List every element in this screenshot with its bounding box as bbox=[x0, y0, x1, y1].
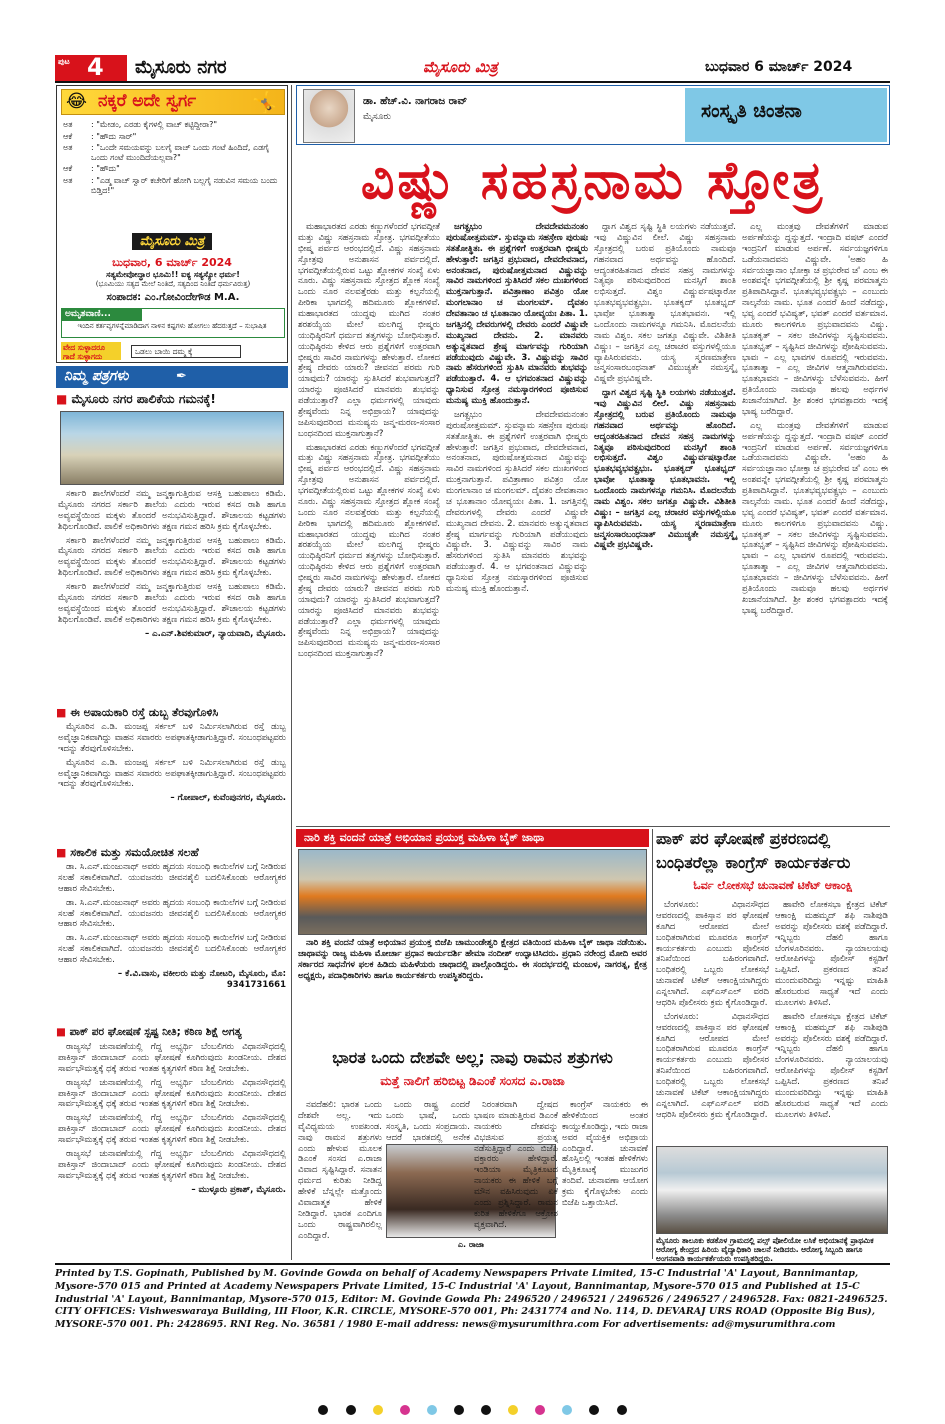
joke-lines bbox=[63, 120, 283, 197]
registration-dot-icon bbox=[318, 1405, 328, 1415]
paper-motto-translation: (ಭೂಮಿಯು ಸತ್ಯದ ಮೇಲೆ ನಿಂತಿದೆ, ಸತ್ಯದಿಂದ ನಿಂತಿದೆ ಧರ್ಮವಿರುತ್ತ) bbox=[95, 280, 251, 288]
amrutavani-box bbox=[61, 308, 285, 338]
raja-subhead: ಮತ್ತೆ ನಾಲಿಗೆ ಹರಿಬಿಟ್ಟ ಡಿಎಂಕೆ ಸಂಸದ ಎ.ರಾಜಾ bbox=[380, 1074, 565, 1088]
joke-title: ನಕ್ಕರೆ ಅದೇ ಸ್ವರ್ಗ bbox=[98, 91, 197, 111]
raja-headline-block bbox=[296, 1048, 649, 1089]
bike-rally-photo bbox=[298, 849, 647, 935]
page-number-badge bbox=[55, 55, 127, 81]
pak-subhead: ಓರ್ವ ಲೋಕಸಭೆ ಚುನಾವಣೆ ಟಿಕೆಟ್ ಆಕಾಂಕ್ಷಿ bbox=[693, 879, 853, 892]
letter-signature: – ಕೆ.ವಿ.ವಾಸು, ವಕೀಲರು ಮತ್ತು ನೋಟರಿ, ಮೈಸೂರು, ಮೊ: 9341731661 bbox=[117, 968, 286, 990]
author-photo bbox=[303, 89, 355, 143]
registration-dot-icon bbox=[481, 1405, 491, 1415]
masthead: ಮೈಸೂರು ಮಿತ್ರ bbox=[423, 58, 498, 76]
amrutavani-text: ಇಂದಿನ ಕರ್ತವ್ಯಗಳನ್ನೆಮಾಡಿದಾಗ ನಾಳಿನ ಕಷ್ಟಗಳು ಹೋಗಲು ಹೆದರುತ್ತದೆ – ಸುಭಾಷಿತ bbox=[77, 322, 267, 330]
letter-headline: ಈ ಅಪಾಯಕಾರಿ ರಸ್ತೆ ಡುಬ್ಬ ತೆರವುಗೊಳಿಸಿ bbox=[70, 706, 219, 719]
bike-rally-caption: ನಾರಿ ಶಕ್ತಿ ವಂದನೆ ಯಾತ್ರೆ ಅಭಿಯಾನ ಪ್ರಯುಕ್ತ ಬಿಜೆಪಿ ಚಾಮುಂಡೇಶ್ವರಿ ಕ್ಷೇತ್ರದ ವತಿಯಿಂದ ಮಹಿಳಾ ಬೈಕ್ ಜಾಥಾ ನಡೆಯಿತು. ಜಾಥಾವನ್ನು ರಾಜ್ಯ ಮಹಿಳಾ ಮೋರ್ಚಾ ಪ್ರಧಾನ ಕಾರ್ಯದರ್ಶಿ ಹೇಮಾ ನಂದೀಶ್ ಉದ್ಘಾಟಿಸಿದರು. ಪ್ರಧಾನಿ ನರೇಂದ್ರ ಮೋದಿ ಅವರ ಸರ್ಕಾರದ ಸಾಧನೆಗಳ ಫಲಕ ಹಿಡಿದು ಮಹಿಳೆಯರು ಜಾಥಾದಲ್ಲಿ ಪಾಲ್ಗೊಂಡಿದ್ದರು. ಈ ಸಂದರ್ಭದಲ್ಲಿ ಮಂಜುಳ, ನಾಗರತ್ನ, ಕ್ಷೇತ್ರ ಅಧ್ಯಕ್ಷರು, ಪದಾಧಿಕಾರಿಗಳು ಹಾಗೂ ಕಾರ್ಯಕರ್ತರು ಉಪಸ್ಥಿತರಿದ್ದರು. bbox=[298, 938, 647, 981]
footer-rule bbox=[55, 1263, 890, 1265]
registration-dot-icon bbox=[454, 1405, 464, 1415]
page-header bbox=[55, 55, 890, 81]
polio-drive-photo bbox=[656, 1146, 888, 1234]
letter-item bbox=[56, 846, 288, 860]
header-rule bbox=[55, 81, 890, 83]
proverb-text: ಒಡಲು ಬಾಯಿ ದಮ್ಮ ಕ್ಕೆ bbox=[131, 345, 241, 358]
raja-photo-caption: ಎ. ರಾಜಾ bbox=[457, 1240, 485, 1249]
cartoon-figure-icon: 🤸 bbox=[252, 90, 277, 114]
article-col-1: ಮಹಾಭಾರತದ ಎರಡು ಕಣ್ಣುಗಳೆಂದರೆ ಭಗವದ್ಗೀತೆ ಮತ್ತು ವಿಷ್ಣು ಸಹಸ್ರನಾಮ ಸ್ತೋತ್ರ. ಭಗವದ್ಗೀತೆಯು ಭೀಷ್ಮ ಪರ್ವದ ಆರಂಭದಲ್ಲಿದೆ. ವಿಷ್ಣು ಸಹಸ್ರನಾಮ ಸ್ತೋತ್ರವು ಅನುಶಾಸನ ಪರ್ವದಲ್ಲಿದೆ. ಭಗವದ್ಗೀತೆಯಲ್ಲಿರುವ ಒಟ್ಟು ಶ್ಲೋಕಗಳ ಸಂಖ್ಯೆ ಏಳು ನೂರು. ವಿಷ್ಣು ಸಹಸ್ರನಾಮ ಸ್ತೋತ್ರದ ಶ್ಲೋಕ ಸಂಖ್ಯೆ ಒಂದು ನೂರ ನಲವತ್ತೆರಡು ಮತ್ತು ಕಲ್ಪನೆಯಲ್ಲಿ ಪೀಠಿಕಾ ಭಾಗದಲ್ಲಿ ಹದಿಮೂರು ಶ್ಲೋಕಗಳಿವೆ. ಮಹಾಭಾರತದ ಯುದ್ಧವು ಮುಗಿದ ನಂತರ ಶರಶಯ್ಯೆಯ ಮೇಲೆ ಮಲಗಿದ್ದ ಭೀಷ್ಮರು ಯುಧಿಷ್ಠಿರನಿಗೆ ಧರ್ಮದ ತತ್ವಗಳನ್ನು ಬೋಧಿಸುತ್ತಾರೆ. ಯುಧಿಷ್ಠಿರನು ಕೇಳಿದ ಆರು ಪ್ರಶ್ನೆಗಳಿಗೆ ಉತ್ತರವಾಗಿ ಭೀಷ್ಮರು ಸಾವಿರ ನಾಮಗಳನ್ನು ಹೇಳುತ್ತಾರೆ. ಲೋಕದ ಶ್ರೇಷ್ಠ ದೇವರು ಯಾರು? ಜೀವನದ ಪರಮ ಗುರಿ ಯಾವುದು? ಯಾರನ್ನು ಸ್ತುತಿಸಿದರೆ ಶುಭವಾಗುತ್ತದೆ? ಯಾರನ್ನು ಪೂಜಿಸಿದರೆ ಮಾನವರು ಶುಭವನ್ನು ಪಡೆಯುತ್ತಾರೆ? ಎಲ್ಲಾ ಧರ್ಮಗಳಲ್ಲಿ ಯಾವುದು ಶ್ರೇಷ್ಠವೆಂದು ನಿನ್ನ ಅಭಿಪ್ರಾಯ? ಯಾವುದನ್ನು ಜಪಿಸುವುದರಿಂದ ಮನುಷ್ಯನು ಜನ್ಮ-ಮರಣ-ಸಂಸಾರ ಬಂಧನದಿಂದ ಮುಕ್ತನಾಗುತ್ತಾನೆ? ಮಹಾಭಾರತದ ಎರಡು ಕಣ್ಣುಗಳೆಂದರೆ ಭಗವದ್ಗೀತೆ ಮತ್ತು ವಿಷ್ಣು ಸಹಸ್ರನಾಮ ಸ್ತೋತ್ರ. ಭಗವದ್ಗೀತೆಯು ಭೀಷ್ಮ ಪರ್ವದ ಆರಂಭದಲ್ಲಿದೆ. ವಿಷ್ಣು ಸಹಸ್ರನಾಮ ಸ್ತೋತ್ರವು ಅನುಶಾಸನ ಪರ್ವದಲ್ಲಿದೆ. ಭಗವದ್ಗೀತೆಯಲ್ಲಿರುವ ಒಟ್ಟು ಶ್ಲೋಕಗಳ ಸಂಖ್ಯೆ ಏಳು ನೂರು. ವಿಷ್ಣು ಸಹಸ್ರನಾಮ ಸ್ತೋತ್ರದ ಶ್ಲೋಕ ಸಂಖ್ಯೆ ಒಂದು ನೂರ ನಲವತ್ತೆರಡು ಮತ್ತು ಕಲ್ಪನೆಯಲ್ಲಿ ಪೀಠಿಕಾ ಭಾಗದಲ್ಲಿ ಹದಿಮೂರು ಶ್ಲೋಕಗಳಿವೆ. ಮಹಾಭಾರತದ ಯುದ್ಧವು ಮುಗಿದ ನಂತರ ಶರಶಯ್ಯೆಯ ಮೇಲೆ ಮಲಗಿದ್ದ ಭೀಷ್ಮರು ಯುಧಿಷ್ಠಿರನಿಗೆ ಧರ್ಮದ ತತ್ವಗಳನ್ನು ಬೋಧಿಸುತ್ತಾರೆ. ಯುಧಿಷ್ಠಿರನು ಕೇಳಿದ ಆರು ಪ್ರಶ್ನೆಗಳಿಗೆ ಉತ್ತರವಾಗಿ ಭೀಷ್ಮರು ಸಾವಿರ ನಾಮಗಳನ್ನು ಹೇಳುತ್ತಾರೆ. ಲೋಕದ ಶ್ರೇಷ್ಠ ದೇವರು ಯಾರು? ಜೀವನದ ಪರಮ ಗುರಿ ಯಾವುದು? ಯಾರನ್ನು ಸ್ತುತಿಸಿದರೆ ಶುಭವಾಗುತ್ತದೆ? ಯಾರನ್ನು ಪೂಜಿಸಿದರೆ ಮಾನವರು ಶುಭವನ್ನು ಪಡೆಯುತ್ತಾರೆ? ಎಲ್ಲಾ ಧರ್ಮಗಳಲ್ಲಿ ಯಾವುದು ಶ್ರೇಷ್ಠವೆಂದು ನಿನ್ನ ಅಭಿಪ್ರಾಯ? ಯಾವುದನ್ನು ಜಪಿಸುವುದರಿಂದ ಮನುಷ್ಯನು ಜನ್ಮ-ಮರಣ-ಸಂಸಾರ ಬಂಧನದಿಂದ ಮುಕ್ತನಾಗುತ್ತಾನೆ? bbox=[298, 222, 440, 660]
author-name: ಡಾ. ಹೆಚ್.ವಿ. ನಾಗರಾಜ ರಾವ್ bbox=[363, 96, 468, 107]
laughing-face-icon: 😂 bbox=[66, 91, 88, 112]
column-tag bbox=[685, 88, 887, 142]
letters-section-banner bbox=[56, 366, 288, 388]
registration-dot-icon bbox=[617, 1405, 627, 1415]
letter-signature: – ಗೋಪಾಲ್, ಕುವೆಂಪುನಗರ, ಮೈಸೂರು. bbox=[170, 793, 286, 804]
paper-motto: ಸತ್ಯಮೇವೋದ್ಧಾರ ಭೂಮಿ!! ಐಕ್ಯ ಸತ್ಯಸ್ಯೋ ಧರ್ಮ! bbox=[106, 270, 240, 279]
registration-dot-icon bbox=[589, 1405, 599, 1415]
registration-marks bbox=[50, 1400, 895, 1419]
letter-signature: – ಎ.ಎನ್.ಶಿವಕುಮಾರ್, ನ್ಯಾಯವಾದಿ, ಮೈಸೂರು. bbox=[144, 628, 286, 639]
raja-col-3: ನಿರಂತರವಾಗಿ ದ್ವೇಷದ ಭಾಷಣ ಮಾಡುತ್ತಿರುವ ಡಿಎಂಕೆ ನಾಯಕರು ದೇಶವನ್ನು ವಿಭಜಿಸುವ ಪ್ರಯತ್ನ ನಡೆಸುತ್ತಿದ್ದಾರೆ ಎಂದು ಬಿಜೆಪಿ ವಕ್ತಾರರು ಹೇಳಿದ್ದಾರೆ. ಇಂಡಿಯಾ ಮೈತ್ರಿಕೂಟದ ನಾಯಕರು ಈ ಹೇಳಿಕೆ ಬಗ್ಗೆ ಮೌನ ವಹಿಸಿರುವುದು ಏಕೆ ಎಂದು ಪ್ರಶ್ನಿಸಿದ್ದಾರೆ. ರಾಮನ ಕುರಿತ ಹೇಳಿಕೆಗೂ ಆಕ್ರೋಶ ವ್ಯಕ್ತವಾಗಿದೆ. bbox=[474, 1100, 558, 1230]
article-col-3: ದ್ದಾಗ ವಿಶ್ವದ ಸೃಷ್ಟಿ ಸ್ಥಿತಿ ಲಯಗಳು ನಡೆಯುತ್ತವೆ. ಇವು ವಿಷ್ಣುವಿನ ಲೀಲೆ. ವಿಷ್ಣು ಸಹಸ್ರನಾಮ ಸ್ತೋತ್ರದಲ್ಲಿ ಬರುವ ಪ್ರತಿಯೊಂದು ನಾಮವೂ ಗಹನವಾದ ಅರ್ಥವನ್ನು ಹೊಂದಿದೆ. ಆದ್ಯಂತರಹಿತನಾದ ದೇವನ ಸಹಸ್ರ ನಾಮಗಳನ್ನು ನಿತ್ಯವೂ ಪಠಿಸುವುದರಿಂದ ಮನಸ್ಸಿಗೆ ಶಾಂತಿ ಲಭಿಸುತ್ತದೆ. ವಿಶ್ವಂ ವಿಷ್ಣುರ್ವಷಟ್ಕಾರೋ ಭೂತಭವ್ಯಭವತ್ಪ್ರಭುಃ. ಭೂತಕೃದ್ ಭೂತಭೃದ್ ಭಾವೋ ಭೂತಾತ್ಮಾ ಭೂತಭಾವನಃ. ಇಲ್ಲಿ ಒಂದೊಂದು ನಾಮಗಳನ್ನೂ ಗಮನಿಸಿ. ಮೊದಲನೆಯ ನಾಮ ವಿಶ್ವಂ. ಸಕಲ ಜಗತ್ತೂ ವಿಷ್ಣುವೇ. ವಿಶಿತೀತಿ ವಿಷ್ಣುಃ – ಜಗತ್ತಿನ ಎಲ್ಲ ಚರಾಚರ ವಸ್ತುಗಳಲ್ಲಿಯೂ ವ್ಯಾಪಿಸಿರುವವನು. ಯಸ್ಯ ಸ್ಮರಣಮಾತ್ರೇಣ ಜನ್ಮಸಂಸಾರಬಂಧನಾತ್ ವಿಮುಚ್ಯತೇ ನಮಸ್ತಸ್ಮೈ ವಿಷ್ಣವೇ ಪ್ರಭವಿಷ್ಣವೇ. ದ್ದಾಗ ವಿಶ್ವದ ಸೃಷ್ಟಿ ಸ್ಥಿತಿ ಲಯಗಳು ನಡೆಯುತ್ತವೆ. ಇವು ವಿಷ್ಣುವಿನ ಲೀಲೆ. ವಿಷ್ಣು ಸಹಸ್ರನಾಮ ಸ್ತೋತ್ರದಲ್ಲಿ ಬರುವ ಪ್ರತಿಯೊಂದು ನಾಮವೂ ಗಹನವಾದ ಅರ್ಥವನ್ನು ಹೊಂದಿದೆ. ಆದ್ಯಂತರಹಿತನಾದ ದೇವನ ಸಹಸ್ರ ನಾಮಗಳನ್ನು ನಿತ್ಯವೂ ಪಠಿಸುವುದರಿಂದ ಮನಸ್ಸಿಗೆ ಶಾಂತಿ ಲಭಿಸುತ್ತದೆ. ವಿಶ್ವಂ ವಿಷ್ಣುರ್ವಷಟ್ಕಾರೋ ಭೂತಭವ್ಯಭವತ್ಪ್ರಭುಃ. ಭೂತಕೃದ್ ಭೂತಭೃದ್ ಭಾವೋ ಭೂತಾತ್ಮಾ ಭೂತಭಾವನಃ. ಇಲ್ಲಿ ಒಂದೊಂದು ನಾಮಗಳನ್ನೂ ಗಮನಿಸಿ. ಮೊದಲನೆಯ ನಾಮ ವಿಶ್ವಂ. ಸಕಲ ಜಗತ್ತೂ ವಿಷ್ಣುವೇ. ವಿಶಿತೀತಿ ವಿಷ್ಣುಃ – ಜಗತ್ತಿನ ಎಲ್ಲ ಚರಾಚರ ವಸ್ತುಗಳಲ್ಲಿಯೂ ವ್ಯಾಪಿಸಿರುವವನು. ಯಸ್ಯ ಸ್ಮರಣಮಾತ್ರೇಣ ಜನ್ಮಸಂಸಾರಬಂಧನಾತ್ ವಿಮುಚ್ಯತೇ ನಮಸ್ತಸ್ಮೈ ವಿಷ್ಣವೇ ಪ್ರಭವಿಷ್ಣವೇ. bbox=[594, 222, 736, 551]
joke-line: ಅತ : "ಮೇಡಂ, ಎರಡು ಕೈಗಳಲ್ಲಿ ವಾಚ್ ಕಟ್ಟಿದ್ದೀರಾ?" bbox=[63, 120, 218, 129]
registration-dot-icon bbox=[427, 1405, 437, 1415]
pak-headline-block bbox=[656, 829, 890, 893]
letters-section-title: ನಿಮ್ಮ ಪತ್ರಗಳು bbox=[64, 368, 129, 384]
column-title: ಸಂಸ್ಕೃತಿ ಚಿಂತನಾ bbox=[701, 100, 802, 122]
letter-headline: ಮೈಸೂರು ನಗರ ಪಾಲಿಕೆಯ ಗಮನಕ್ಕೆ! bbox=[71, 392, 216, 406]
page-label: ಪುಟ bbox=[58, 57, 70, 66]
bullet-icon: ■ bbox=[56, 1026, 66, 1038]
article-title: ವಿಷ್ಣು ಸಹಸ್ರನಾಮ ಸ್ತೋತ್ರ bbox=[360, 151, 826, 211]
footer-imprint: Printed by T.S. Gopinath, Published by M. Govinde Gowda on behalf of Academy Newspapers Private Limited, 15-C Industrial 'A' Layout, Bannimantap, Mysore-570 015 and Printed at Academy Newspapers Private Limited, 15-C Industrial 'A' Layout, Bannimantap, Mysore-570 015 and Published at 15-C Industrial 'A' Layout, Bannimantap, Mysore-570 015, Editor: M. Govinde Gowda Ph: 2496520 / 2496521 / 2496526 / 2496527 / 2496528. Fax: 0821-2496525. CITY OFFICES: Vishweswaraya Building, III Floor, K.R. CIRCLE, MYSORE-570 001, Ph: 2431774 and No. 114, D. DEVARAJ URS ROAD (Opposite Big Bus), MYSORE-570 001. Ph: 2428695. RNI Reg. No. 36581 / 1980 E-mail address: news@mysurumithra.com For advertisements: ad@mysurumithra.com bbox=[55, 1268, 888, 1331]
bullet-icon: ■ bbox=[56, 706, 67, 719]
joke-line: ಅತ : "ಒಂದೇ ಸಮಯವನ್ನು ಬಲಗೈ ವಾಚ್ ಒಂದು ಗಂಟೆ ಹಿಂದಿದೆ, ಎಡಗೈ ಒಂದು ಗಂಟೆ ಮುಂದಿದೆಯಲ್ಲವಾ?" bbox=[63, 143, 270, 162]
joke-line: ಅತ : "ಎಡ್ಮ ವಾಚ್ ಸ್ವಾರ್ ಕಚೇರಿಗೆ ಹೋಗಿ ಬಲ್ಲಗೈ ನಡುವಿನ ಸಮಯ ಬಂದು ಬಿಡ್ತಿದ!" bbox=[63, 175, 278, 195]
registration-dot-icon bbox=[508, 1405, 518, 1415]
paper-date: ಬುಧವಾರ, 6 ಮಾರ್ಚ್ 2024 bbox=[112, 256, 232, 269]
letter-item bbox=[56, 392, 288, 407]
letter-item bbox=[56, 706, 288, 720]
letter-headline: ಪಾಕ್ ಪರ ಘೋಷಣೆ ಸ್ಪಷ್ಟ ನೀತಿ; ಕಠಿಣ ಶಿಕ್ಷೆ ಅಗತ್ಯ bbox=[69, 1026, 242, 1038]
registration-dot-icon bbox=[562, 1405, 572, 1415]
bike-rally-banner bbox=[296, 829, 649, 847]
column-divider bbox=[652, 829, 653, 1259]
school-building-photo bbox=[60, 411, 284, 485]
article-rule bbox=[296, 826, 890, 827]
raja-col-1: ನವದೆಹಲಿ: ಭಾರತ ಒಂದು ದೇಶವೇ ಅಲ್ಲ. ಇದು ವೈವಿಧ್ಯಮಯ ಉಪಖಂಡ. ನಾವು ರಾಮನ ಶತ್ರುಗಳು ಎಂದು ಹೇಳುವ ಮೂಲಕ ಡಿಎಂಕೆ ಸಂಸದ ಎ.ರಾಜಾ ವಿವಾದ ಸೃಷ್ಟಿಸಿದ್ದಾರೆ. ಸನಾತನ ಧರ್ಮದ ಕುರಿತು ನೀಡಿದ್ದ ಹೇಳಿಕೆ ಬೆನ್ನಲ್ಲೇ ಮತ್ತೊಂದು ವಿವಾದಾತ್ಮಕ ಹೇಳಿಕೆ ನೀಡಿದ್ದಾರೆ. ಭಾರತ ಎಂದಿಗೂ ಒಂದು ರಾಷ್ಟ್ರವಾಗಿರಲಿಲ್ಲ ಎಂದಿದ್ದಾರೆ. bbox=[298, 1100, 382, 1241]
registration-dot-icon bbox=[400, 1405, 410, 1415]
pak-col-2: ಹಾವೇರಿ ಲೋಕಸಭಾ ಕ್ಷೇತ್ರದ ಟಿಕೆಟ್ ಆಕಾಂಕ್ಷಿ ಮಹಮ್ಮದ್ ಶಫಿ ನಾಶಿಪುಡಿ ಅವರನ್ನು ಪೊಲೀಸರು ವಶಕ್ಕೆ ಪಡೆದಿದ್ದಾರೆ. ಇನ್ನಿಬ್ಬರು ದೆಹಲಿ ಹಾಗೂ ಬೆಂಗಳೂರಿನವರು. ನ್ಯಾಯಾಲಯವು ಆರೋಪಿಗಳನ್ನು ಪೊಲೀಸ್ ಕಸ್ಟಡಿಗೆ ಒಪ್ಪಿಸಿದೆ. ಪ್ರಕರಣದ ತನಿಖೆ ಮುಂದುವರಿದಿದ್ದು ಇನ್ನಷ್ಟು ಮಾಹಿತಿ ಹೊರಬರುವ ಸಾಧ್ಯತೆ ಇದೆ ಎಂದು ಮೂಲಗಳು ತಿಳಿಸಿವೆ. ಹಾವೇರಿ ಲೋಕಸಭಾ ಕ್ಷೇತ್ರದ ಟಿಕೆಟ್ ಆಕಾಂಕ್ಷಿ ಮಹಮ್ಮದ್ ಶಫಿ ನಾಶಿಪುಡಿ ಅವರನ್ನು ಪೊಲೀಸರು ವಶಕ್ಕೆ ಪಡೆದಿದ್ದಾರೆ. ಇನ್ನಿಬ್ಬರು ದೆಹಲಿ ಹಾಗೂ ಬೆಂಗಳೂರಿನವರು. ನ್ಯಾಯಾಲಯವು ಆರೋಪಿಗಳನ್ನು ಪೊಲೀಸ್ ಕಸ್ಟಡಿಗೆ ಒಪ್ಪಿಸಿದೆ. ಪ್ರಕರಣದ ತನಿಖೆ ಮುಂದುವರಿದಿದ್ದು ಇನ್ನಷ್ಟು ಮಾಹಿತಿ ಹೊರಬರುವ ಸಾಧ್ಯತೆ ಇದೆ ಎಂದು ಮೂಲಗಳು ತಿಳಿಸಿವೆ. bbox=[775, 900, 888, 1120]
registration-dot-icon bbox=[535, 1405, 545, 1415]
pak-col-1: ಬೆಂಗಳೂರು: ವಿಧಾನಸೌಧದ ಆವರಣದಲ್ಲಿ ಪಾಕಿಸ್ತಾನ ಪರ ಘೋಷಣೆ ಕೂಗಿದ ಆರೋಪದ ಮೇಲೆ ಬಂಧಿತರಾಗಿರುವ ಮೂವರೂ ಕಾಂಗ್ರೆಸ್ ಕಾರ್ಯಕರ್ತರು ಎಂಬುದು ಪೊಲೀಸರ ತನಿಖೆಯಿಂದ ಬಹಿರಂಗವಾಗಿದೆ. ಬಂಧಿತರಲ್ಲಿ ಒಬ್ಬರು ಲೋಕಸಭೆ ಚುನಾವಣೆ ಟಿಕೆಟ್ ಆಕಾಂಕ್ಷಿಯಾಗಿದ್ದರು ಎನ್ನಲಾಗಿದೆ. ಎಫ್‌ಎಸ್‌ಎಲ್ ವರದಿ ಆಧರಿಸಿ ಪೊಲೀಸರು ಕ್ರಮ ಕೈಗೊಂಡಿದ್ದಾರೆ. ಬೆಂಗಳೂರು: ವಿಧಾನಸೌಧದ ಆವರಣದಲ್ಲಿ ಪಾಕಿಸ್ತಾನ ಪರ ಘೋಷಣೆ ಕೂಗಿದ ಆರೋಪದ ಮೇಲೆ ಬಂಧಿತರಾಗಿರುವ ಮೂವರೂ ಕಾಂಗ್ರೆಸ್ ಕಾರ್ಯಕರ್ತರು ಎಂಬುದು ಪೊಲೀಸರ ತನಿಖೆಯಿಂದ ಬಹಿರಂಗವಾಗಿದೆ. ಬಂಧಿತರಲ್ಲಿ ಒಬ್ಬರು ಲೋಕಸಭೆ ಚುನಾವಣೆ ಟಿಕೆಟ್ ಆಕಾಂಕ್ಷಿಯಾಗಿದ್ದರು ಎನ್ನಲಾಗಿದೆ. ಎಫ್‌ಎಸ್‌ಎಲ್ ವರದಿ ಆಧರಿಸಿ ಪೊಲೀಸರು ಕ್ರಮ ಕೈಗೊಂಡಿದ್ದಾರೆ. bbox=[656, 900, 769, 1120]
editor-line: ಸಂಪಾದಕ: ಎಂ.ಗೋವಿಂದೇಗೌಡ M.A. bbox=[106, 292, 240, 303]
article-col-4: ಎಲ್ಲ ಮಂತ್ರವು ದೇವತೆಗಳಿಗೆ ಮಾಡುವ ಅರ್ಪಣೆಯನ್ನು ದ್ದನ್ನುತ್ತದೆ. ಇಂದ್ರಾದಿ ವಷಟ್ ಎಂದರೆ ಇಂದ್ರನಿಗೆ ಮಾಡುವ ಅರ್ಪಣೆ. ಸರ್ವಯಜ್ಞಗಳಿಗೂ ಒಡೆಯನಾದವನು ವಿಷ್ಣುವೇ. 'ಅಹಂ ಹಿ ಸರ್ವಯಜ್ಞಾನಾಂ ಭೋಕ್ತಾ ಚ ಪ್ರಭುರೇವ ಚ' ಎಂಬ ಈ ಅಂಶವನ್ನೇ ಭಗವದ್ಗೀತೆಯಲ್ಲಿ ಶ್ರೀ ಕೃಷ್ಣ ಪರಮಾತ್ಮನು ಪ್ರತಿಪಾದಿಸಿದ್ದಾನೆ. ಭೂತಭವ್ಯಭವತ್ಪ್ರಭು – ಎಂಬುದು ನಾಲ್ಕನೆಯ ನಾಮ. ಭೂತ ಎಂದರೆ ಹಿಂದೆ ನಡೆದದ್ದು, ಭವ್ಯ ಎಂದರೆ ಭವಿಷ್ಯತ್, ಭವತ್ ಎಂದರೆ ವರ್ತಮಾನ. ಮೂರು ಕಾಲಗಳಿಗೂ ಪ್ರಭುವಾದವನು ವಿಷ್ಣು. ಭೂತಕೃತ್ – ಸಕಲ ಜೀವಿಗಳನ್ನು ಸೃಷ್ಟಿಸುವವನು. ಭೂತಭೃತ್ – ಸೃಷ್ಟಿಸಿದ ಜೀವಿಗಳನ್ನು ಪೋಷಿಸುವವನು. ಭಾವಃ – ಎಲ್ಲ ಭಾವಗಳ ರೂಪದಲ್ಲಿ ಇರುವವನು. ಭೂತಾತ್ಮಾ – ಎಲ್ಲ ಜೀವಿಗಳ ಆತ್ಮನಾಗಿರುವವನು. ಭೂತಭಾವನಃ – ಜೀವಿಗಳನ್ನು ಬೆಳೆಸುವವನು. ಹೀಗೆ ಪ್ರತಿಯೊಂದು ನಾಮವೂ ಹಲವು ಅರ್ಥಗಳ ಖಜಾನೆಯಾಗಿದೆ. ಶ್ರೀ ಶಂಕರ ಭಗವತ್ಪಾದರು ಇದಕ್ಕೆ ಭಾಷ್ಯ ಬರೆದಿದ್ದಾರೆ. ಎಲ್ಲ ಮಂತ್ರವು ದೇವತೆಗಳಿಗೆ ಮಾಡುವ ಅರ್ಪಣೆಯನ್ನು ದ್ದನ್ನುತ್ತದೆ. ಇಂದ್ರಾದಿ ವಷಟ್ ಎಂದರೆ ಇಂದ್ರನಿಗೆ ಮಾಡುವ ಅರ್ಪಣೆ. ಸರ್ವಯಜ್ಞಗಳಿಗೂ ಒಡೆಯನಾದವನು ವಿಷ್ಣುವೇ. 'ಅಹಂ ಹಿ ಸರ್ವಯಜ್ಞಾನಾಂ ಭೋಕ್ತಾ ಚ ಪ್ರಭುರೇವ ಚ' ಎಂಬ ಈ ಅಂಶವನ್ನೇ ಭಗವದ್ಗೀತೆಯಲ್ಲಿ ಶ್ರೀ ಕೃಷ್ಣ ಪರಮಾತ್ಮನು ಪ್ರತಿಪಾದಿಸಿದ್ದಾನೆ. ಭೂತಭವ್ಯಭವತ್ಪ್ರಭು – ಎಂಬುದು ನಾಲ್ಕನೆಯ ನಾಮ. ಭೂತ ಎಂದರೆ ಹಿಂದೆ ನಡೆದದ್ದು, ಭವ್ಯ ಎಂದರೆ ಭವಿಷ್ಯತ್, ಭವತ್ ಎಂದರೆ ವರ್ತಮಾನ. ಮೂರು ಕಾಲಗಳಿಗೂ ಪ್ರಭುವಾದವನು ವಿಷ್ಣು. ಭೂತಕೃತ್ – ಸಕಲ ಜೀವಿಗಳನ್ನು ಸೃಷ್ಟಿಸುವವನು. ಭೂತಭೃತ್ – ಸೃಷ್ಟಿಸಿದ ಜೀವಿಗಳನ್ನು ಪೋಷಿಸುವವನು. ಭಾವಃ – ಎಲ್ಲ ಭಾವಗಳ ರೂಪದಲ್ಲಿ ಇರುವವನು. ಭೂತಾತ್ಮಾ – ಎಲ್ಲ ಜೀವಿಗಳ ಆತ್ಮನಾಗಿರುವವನು. ಭೂತಭಾವನಃ – ಜೀವಿಗಳನ್ನು ಬೆಳೆಸುವವನು. ಹೀಗೆ ಪ್ರತಿಯೊಂದು ನಾಮವೂ ಹಲವು ಅರ್ಥಗಳ ಖಜಾನೆಯಾಗಿದೆ. ಶ್ರೀ ಶಂಕರ ಭಗವತ್ಪಾದರು ಇದಕ್ಕೆ ಭಾಷ್ಯ ಬರೆದಿದ್ದಾರೆ. bbox=[742, 222, 889, 616]
joke-box bbox=[56, 85, 288, 363]
article-col-2: ಜಗತ್ಪ್ರಭುಂ ದೇವದೇವಮನಂತಂ ಪುರುಷೋತ್ತಮಮ್. ಸ್ತುವನ್ನಾಮ ಸಹಸ್ರೇಣ ಪುರುಷಃ ಸತತೋತ್ಥಿತಃ. ಈ ಪ್ರಶ್ನೆಗಳಿಗೆ ಉತ್ತರವಾಗಿ ಭೀಷ್ಮರು ಹೇಳುತ್ತಾರೆ: ಜಗತ್ತಿನ ಪ್ರಭುವಾದ, ದೇವದೇವನಾದ, ಅನಂತನಾದ, ಪುರುಷೋತ್ತಮನಾದ ವಿಷ್ಣುವನ್ನು ಸಾವಿರ ನಾಮಗಳಿಂದ ಸ್ತುತಿಸಿದರೆ ಸಕಲ ದುಃಖಗಳಿಂದ ಮುಕ್ತನಾಗುತ್ತಾನೆ. ಪವಿತ್ರಾಣಾಂ ಪವಿತ್ರಂ ಯೋ ಮಂಗಲಾನಾಂ ಚ ಮಂಗಲಮ್. ದೈವತಂ ದೇವತಾನಾಂ ಚ ಭೂತಾನಾಂ ಯೋವ್ಯಯಃ ಪಿತಾ. 1. ಜಗತ್ತಿನಲ್ಲಿ ದೇವರುಗಳಲ್ಲಿ ದೇವರು ಎಂದರೆ ವಿಷ್ಣುವೇ ಮುಖ್ಯನಾದ ದೇವನು. 2. ಮಾನವರು ಅತ್ಯುನ್ನತವಾದ ಶ್ರೇಷ್ಠ ಮಾರ್ಗವನ್ನು ಗುರಿಯಾಗಿ ಪಡೆಯುವುದು ವಿಷ್ಣುವೇ. 3. ವಿಷ್ಣುವನ್ನು ಸಾವಿರ ನಾಮ ಹೆಸರುಗಳಿಂದ ಸ್ತುತಿಸಿ ಮಾನವರು ಶುಭವನ್ನು ಪಡೆಯುತ್ತಾರೆ. 4. ಆ ಭಗವಂತನಾದ ವಿಷ್ಣುವನ್ನು ಧ್ಯಾನಿಸುವ ಸ್ತೋತ್ರ ನಮಸ್ಕಾರಗಳಿಂದ ಪೂಜಿಸುವ ಮನುಷ್ಯ ಮುಕ್ತಿ ಹೊಂದುತ್ತಾನೆ. ಜಗತ್ಪ್ರಭುಂ ದೇವದೇವಮನಂತಂ ಪುರುಷೋತ್ತಮಮ್. ಸ್ತುವನ್ನಾಮ ಸಹಸ್ರೇಣ ಪುರುಷಃ ಸತತೋತ್ಥಿತಃ. ಈ ಪ್ರಶ್ನೆಗಳಿಗೆ ಉತ್ತರವಾಗಿ ಭೀಷ್ಮರು ಹೇಳುತ್ತಾರೆ: ಜಗತ್ತಿನ ಪ್ರಭುವಾದ, ದೇವದೇವನಾದ, ಅನಂತನಾದ, ಪುರುಷೋತ್ತಮನಾದ ವಿಷ್ಣುವನ್ನು ಸಾವಿರ ನಾಮಗಳಿಂದ ಸ್ತುತಿಸಿದರೆ ಸಕಲ ದುಃಖಗಳಿಂದ ಮುಕ್ತನಾಗುತ್ತಾನೆ. ಪವಿತ್ರಾಣಾಂ ಪವಿತ್ರಂ ಯೋ ಮಂಗಲಾನಾಂ ಚ ಮಂಗಲಮ್. ದೈವತಂ ದೇವತಾನಾಂ ಚ ಭೂತಾನಾಂ ಯೋವ್ಯಯಃ ಪಿತಾ. 1. ಜಗತ್ತಿನಲ್ಲಿ ದೇವರುಗಳಲ್ಲಿ ದೇವರು ಎಂದರೆ ವಿಷ್ಣುವೇ ಮುಖ್ಯನಾದ ದೇವನು. 2. ಮಾನವರು ಅತ್ಯುನ್ನತವಾದ ಶ್ರೇಷ್ಠ ಮಾರ್ಗವನ್ನು ಗುರಿಯಾಗಿ ಪಡೆಯುವುದು ವಿಷ್ಣುವೇ. 3. ವಿಷ್ಣುವನ್ನು ಸಾವಿರ ನಾಮ ಹೆಸರುಗಳಿಂದ ಸ್ತುತಿಸಿ ಮಾನವರು ಶುಭವನ್ನು ಪಡೆಯುತ್ತಾರೆ. 4. ಆ ಭಗವಂತನಾದ ವಿಷ್ಣುವನ್ನು ಧ್ಯಾನಿಸುವ ಸ್ತೋತ್ರ ನಮಸ್ಕಾರಗಳಿಂದ ಪೂಜಿಸುವ ಮನುಷ್ಯ ಮುಕ್ತಿ ಹೊಂದುತ್ತಾನೆ. bbox=[446, 222, 588, 594]
section-title: ಮೈಸೂರು ನಗರ bbox=[135, 57, 227, 78]
letter-item bbox=[56, 1026, 288, 1039]
bike-rally-headline: ನಾರಿ ಶಕ್ತಿ ವಂದನೆ ಯಾತ್ರೆ ಅಭಿಯಾನ ಪ್ರಯುಕ್ತ ಮಹಿಳಾ ಬೈಕ್ ಜಾಥಾ bbox=[304, 831, 545, 844]
raja-headline: ಭಾರತ ಒಂದು ದೇಶವೇ ಅಲ್ಲ; ನಾವು ರಾಮನ ಶತ್ರುಗಳು bbox=[332, 1048, 613, 1067]
joke-title-bar bbox=[61, 89, 285, 115]
letter-signature: – ಮುಳ್ಳೂರು ಪ್ರಕಾಶ್, ಮೈಸೂರು. bbox=[191, 1184, 286, 1195]
joke-line: ಆಕೆ : "ಹೌದು" bbox=[63, 164, 120, 174]
raja-col-4: ಕಾಂಗ್ರೆಸ್ ನಾಯಕರು ಈ ಹೇಳಿಕೆಯಿಂದ ಅಂತರ ಕಾಯ್ದುಕೊಂಡಿದ್ದು, ಇದು ರಾಜಾ ಅವರ ವೈಯಕ್ತಿಕ ಅಭಿಪ್ರಾಯ ಎಂದಿದ್ದಾರೆ. ಚುನಾವಣೆ ಹೊಸ್ತಿಲಲ್ಲಿ ಇಂತಹ ಹೇಳಿಕೆಗಳು ಮೈತ್ರಿಕೂಟಕ್ಕೆ ಮುಜುಗರ ತಂದಿವೆ. ಚುನಾವಣಾ ಆಯೋಗ ಕ್ರಮ ಕೈಗೊಳ್ಳಬೇಕು ಎಂದು ಬಿಜೆಪಿ ಒತ್ತಾಯಿಸಿದೆ. bbox=[562, 1100, 648, 1208]
column-divider bbox=[291, 85, 292, 1260]
paper-logo: ಮೈಸೂರು ಮಿತ್ರ bbox=[132, 233, 213, 250]
raja-col-2: ಒಂದು ರಾಷ್ಟ್ರ ಎಂದರೆ ಒಂದು ಭಾಷೆ, ಒಂದು ಸಂಸ್ಕೃತಿ, ಒಂದು ಸಂಪ್ರದಾಯ. ಆದರೆ ಭಾರತದಲ್ಲಿ ಅನೇಕ bbox=[386, 1100, 470, 1143]
letter-body: ಮೈಸೂರಿನ ಎ.ಡಿ. ಮಂಜಪ್ಪ ಸರ್ಕಲ್ ಬಳಿ ನಿರ್ಮಿಸಲಾಗಿರುವ ರಸ್ತೆ ಡುಬ್ಬ ಅವೈಜ್ಞಾನಿಕವಾಗಿದ್ದು ವಾಹನ ಸವಾರರು ಅಪಘಾತಕ್ಕೀಡಾಗುತ್ತಿದ್ದಾರೆ. ಸಂಬಂಧಪಟ್ಟವರು ಇದನ್ನು ತೆರವುಗೊಳಿಸಬೇಕು. ಮೈಸೂರಿನ ಎ.ಡಿ. ಮಂಜಪ್ಪ ಸರ್ಕಲ್ ಬಳಿ ನಿರ್ಮಿಸಲಾಗಿರುವ ರಸ್ತೆ ಡುಬ್ಬ ಅವೈಜ್ಞಾನಿಕವಾಗಿದ್ದು ವಾಹನ ಸವಾರರು ಅಪಘಾತಕ್ಕೀಡಾಗುತ್ತಿದ್ದಾರೆ. ಸಂಬಂಧಪಟ್ಟವರು ಇದನ್ನು ತೆರವುಗೊಳಿಸಬೇಕು. – ಗೋಪಾಲ್, ಕುವೆಂಪುನಗರ, ಮೈಸೂರು. bbox=[58, 722, 286, 804]
registration-dot-icon bbox=[346, 1405, 356, 1415]
veda-box bbox=[61, 342, 285, 360]
letter-body: ರಾಜ್ಯಸಭೆ ಚುನಾವಣೆಯಲ್ಲಿ ಗೆದ್ದ ಅಭ್ಯರ್ಥಿ ಬೆಂಬಲಿಗರು ವಿಧಾನಸೌಧದಲ್ಲಿ ಪಾಕಿಸ್ತಾನ್ ಜಿಂದಾಬಾದ್ ಎಂದು ಘೋಷಣೆ ಕೂಗಿರುವುದು ಖಂಡನೀಯ. ದೇಶದ ಸಾರ್ವಭೌಮತ್ವಕ್ಕೆ ಧಕ್ಕೆ ತರುವ ಇಂತಹ ಕೃತ್ಯಗಳಿಗೆ ಕಠಿಣ ಶಿಕ್ಷೆ ನೀಡಬೇಕು. ರಾಜ್ಯಸಭೆ ಚುನಾವಣೆಯಲ್ಲಿ ಗೆದ್ದ ಅಭ್ಯರ್ಥಿ ಬೆಂಬಲಿಗರು ವಿಧಾನಸೌಧದಲ್ಲಿ ಪಾಕಿಸ್ತಾನ್ ಜಿಂದಾಬಾದ್ ಎಂದು ಘೋಷಣೆ ಕೂಗಿರುವುದು ಖಂಡನೀಯ. ದೇಶದ ಸಾರ್ವಭೌಮತ್ವಕ್ಕೆ ಧಕ್ಕೆ ತರುವ ಇಂತಹ ಕೃತ್ಯಗಳಿಗೆ ಕಠಿಣ ಶಿಕ್ಷೆ ನೀಡಬೇಕು. ರಾಜ್ಯಸಭೆ ಚುನಾವಣೆಯಲ್ಲಿ ಗೆದ್ದ ಅಭ್ಯರ್ಥಿ ಬೆಂಬಲಿಗರು ವಿಧಾನಸೌಧದಲ್ಲಿ ಪಾಕಿಸ್ತಾನ್ ಜಿಂದಾಬಾದ್ ಎಂದು ಘೋಷಣೆ ಕೂಗಿರುವುದು ಖಂಡನೀಯ. ದೇಶದ ಸಾರ್ವಭೌಮತ್ವಕ್ಕೆ ಧಕ್ಕೆ ತರುವ ಇಂತಹ ಕೃತ್ಯಗಳಿಗೆ ಕಠಿಣ ಶಿಕ್ಷೆ ನೀಡಬೇಕು. ರಾಜ್ಯಸಭೆ ಚುನಾವಣೆಯಲ್ಲಿ ಗೆದ್ದ ಅಭ್ಯರ್ಥಿ ಬೆಂಬಲಿಗರು ವಿಧಾನಸೌಧದಲ್ಲಿ ಪಾಕಿಸ್ತಾನ್ ಜಿಂದಾಬಾದ್ ಎಂದು ಘೋಷಣೆ ಕೂಗಿರುವುದು ಖಂಡನೀಯ. ದೇಶದ ಸಾರ್ವಭೌಮತ್ವಕ್ಕೆ ಧಕ್ಕೆ ತರುವ ಇಂತಹ ಕೃತ್ಯಗಳಿಗೆ ಕಠಿಣ ಶಿಕ್ಷೆ ನೀಡಬೇಕು. – ಮುಳ್ಳೂರು ಪ್ರಕಾಶ್, ಮೈಸೂರು. bbox=[58, 1042, 286, 1195]
pak-headline-2: ಬಂಧಿತರೆಲ್ಲಾ ಕಾಂಗ್ರೆಸ್ ಕಾರ್ಯಕರ್ತರು bbox=[656, 853, 851, 872]
polio-photo-caption: ಮೈಸೂರು ತಾಲೂಕು ಕಡಕೊಳ ಗ್ರಾಮದಲ್ಲಿ ಪಲ್ಸ್ ಪೋಲಿಯೋ ಲಸಿಕೆ ಅಭಿಯಾನಕ್ಕೆ ಪ್ರಾಥಮಿಕ ಆರೋಗ್ಯ ಕೇಂದ್ರದ ಹಿರಿಯ ವೈದ್ಯಾಧಿಕಾರಿ ಚಾಲನೆ ನೀಡಿದರು. ಆರೋಗ್ಯ ಸಿಬ್ಬಂದಿ ಹಾಗೂ ಅಂಗನವಾಡಿ ಕಾರ್ಯಕರ್ತೆಯರು ಉಪಸ್ಥಿತರಿದ್ದರು. bbox=[656, 1236, 874, 1263]
article-title-wrap bbox=[296, 148, 890, 214]
bullet-icon: ■ bbox=[56, 392, 68, 406]
paper-info bbox=[87, 230, 257, 270]
letter-headline: ಸಕಾಲಿಕ ಮತ್ತು ಸಮಯೋಚಿತ ಸಲಹೆ bbox=[70, 846, 199, 859]
letter-body: ಡಾ. ಸಿ.ಎನ್.ಮಂಜುನಾಥ್ ಅವರು ಹೃದಯ ಸಂಬಂಧಿ ಕಾಯಿಲೆಗಳ ಬಗ್ಗೆ ನೀಡಿರುವ ಸಲಹೆ ಸಕಾಲಿಕವಾಗಿದೆ. ಯುವಜನರು ಜೀವನಶೈಲಿ ಬದಲಿಸಿಕೊಂಡು ಆರೋಗ್ಯಕರ ಆಹಾರ ಸೇವಿಸಬೇಕು. ಡಾ. ಸಿ.ಎನ್.ಮಂಜುನಾಥ್ ಅವರು ಹೃದಯ ಸಂಬಂಧಿ ಕಾಯಿಲೆಗಳ ಬಗ್ಗೆ ನೀಡಿರುವ ಸಲಹೆ ಸಕಾಲಿಕವಾಗಿದೆ. ಯುವಜನರು ಜೀವನಶೈಲಿ ಬದಲಿಸಿಕೊಂಡು ಆರೋಗ್ಯಕರ ಆಹಾರ ಸೇವಿಸಬೇಕು. ಡಾ. ಸಿ.ಎನ್.ಮಂಜುನಾಥ್ ಅವರು ಹೃದಯ ಸಂಬಂಧಿ ಕಾಯಿಲೆಗಳ ಬಗ್ಗೆ ನೀಡಿರುವ ಸಲಹೆ ಸಕಾಲಿಕವಾಗಿದೆ. ಯುವಜನರು ಜೀವನಶೈಲಿ ಬದಲಿಸಿಕೊಂಡು ಆರೋಗ್ಯಕರ ಆಹಾರ ಸೇವಿಸಬೇಕು. – ಕೆ.ವಿ.ವಾಸು, ವಕೀಲರು ಮತ್ತು ನೋಟರಿ, ಮೈಸೂರು, ಮೊ: 9341731661 bbox=[58, 862, 286, 990]
registration-dot-icon bbox=[373, 1405, 383, 1415]
header-date: ಬುಧವಾರ 6 ಮಾರ್ಚ್ 2024 bbox=[705, 59, 853, 75]
bullet-icon: ■ bbox=[56, 846, 67, 859]
page-number: 4 bbox=[87, 53, 104, 81]
amrutavani-title: ಅಮೃತವಾಣಿ... bbox=[62, 309, 142, 321]
veda-label: ವೇದ ಸುಳ್ಳಾದರೂ ಗಾದೆ ಸುಳ್ಳಾಗದು bbox=[61, 342, 121, 360]
author-place: ಮೈಸೂರು bbox=[363, 112, 391, 122]
pak-headline-1: ಪಾಕ್ ಪರ ಘೋಷಣೆ ಪ್ರಕರಣದಲ್ಲಿ bbox=[656, 829, 831, 848]
joke-line: ಆಕೆ : "ಹೌದು ಸಾರ್" bbox=[63, 131, 137, 141]
pen-icon: ✒ bbox=[176, 369, 187, 384]
article-header bbox=[296, 85, 890, 145]
letter-body: ಸರ್ಕಾರಿ ಶಾಲೆಗಳೆಂದರೆ ನಮ್ಮ ಜನ್ಮಕ್ಕಾಗುತ್ತಿರುವ ಆಸಕ್ತಿ ಬಹುಪಾಲು ಕಡಿಮೆ. ಮೈಸೂರು ನಗರದ ಸರ್ಕಾರಿ ಶಾಲೆಯ ಎದುರು ಇರುವ ಕಸದ ರಾಶಿ ಹಾಗೂ ಅವ್ಯವಸ್ಥೆಯಿಂದ ಮಕ್ಕಳು ತೊಂದರೆ ಅನುಭವಿಸುತ್ತಿದ್ದಾರೆ. ಶೌಚಾಲಯ ಕಟ್ಟಡಗಳು ಶಿಥಿಲಗೊಂಡಿವೆ. ಪಾಲಿಕೆ ಅಧಿಕಾರಿಗಳು ತಕ್ಷಣ ಗಮನ ಹರಿಸಿ ಕ್ರಮ ಕೈಗೊಳ್ಳಬೇಕು. ಸರ್ಕಾರಿ ಶಾಲೆಗಳೆಂದರೆ ನಮ್ಮ ಜನ್ಮಕ್ಕಾಗುತ್ತಿರುವ ಆಸಕ್ತಿ ಬಹುಪಾಲು ಕಡಿಮೆ. ಮೈಸೂರು ನಗರದ ಸರ್ಕಾರಿ ಶಾಲೆಯ ಎದುರು ಇರುವ ಕಸದ ರಾಶಿ ಹಾಗೂ ಅವ್ಯವಸ್ಥೆಯಿಂದ ಮಕ್ಕಳು ತೊಂದರೆ ಅನುಭವಿಸುತ್ತಿದ್ದಾರೆ. ಶೌಚಾಲಯ ಕಟ್ಟಡಗಳು ಶಿಥಿಲಗೊಂಡಿವೆ. ಪಾಲಿಕೆ ಅಧಿಕಾರಿಗಳು ತಕ್ಷಣ ಗಮನ ಹರಿಸಿ ಕ್ರಮ ಕೈಗೊಳ್ಳಬೇಕು. ಸರ್ಕಾರಿ ಶಾಲೆಗಳೆಂದರೆ ನಮ್ಮ ಜನ್ಮಕ್ಕಾಗುತ್ತಿರುವ ಆಸಕ್ತಿ ಬಹುಪಾಲು ಕಡಿಮೆ. ಮೈಸೂರು ನಗರದ ಸರ್ಕಾರಿ ಶಾಲೆಯ ಎದುರು ಇರುವ ಕಸದ ರಾಶಿ ಹಾಗೂ ಅವ್ಯವಸ್ಥೆಯಿಂದ ಮಕ್ಕಳು ತೊಂದರೆ ಅನುಭವಿಸುತ್ತಿದ್ದಾರೆ. ಶೌಚಾಲಯ ಕಟ್ಟಡಗಳು ಶಿಥಿಲಗೊಂಡಿವೆ. ಪಾಲಿಕೆ ಅಧಿಕಾರಿಗಳು ತಕ್ಷಣ ಗಮನ ಹರಿಸಿ ಕ್ರಮ ಕೈಗೊಳ್ಳಬೇಕು. – ಎ.ಎನ್.ಶಿವಕುಮಾರ್, ನ್ಯಾಯವಾದಿ, ಮೈಸೂರು. bbox=[58, 489, 286, 639]
